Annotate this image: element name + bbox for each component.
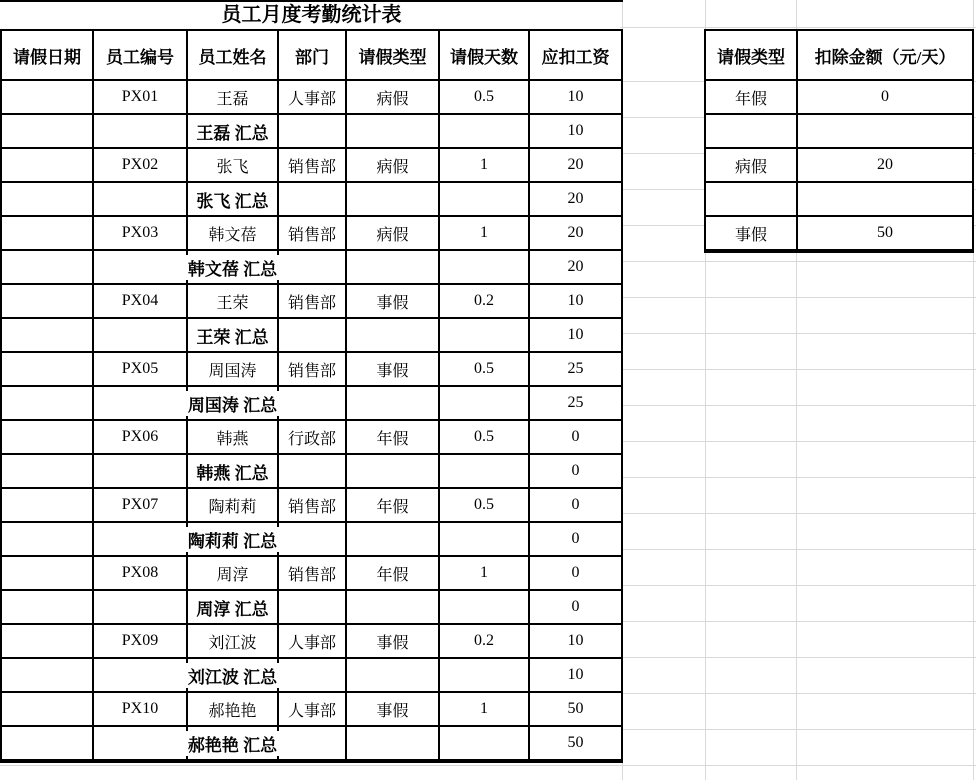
data-cell[interactable]: 张飞	[188, 149, 279, 183]
data-cell[interactable]: PX04	[94, 285, 188, 319]
data-cell[interactable]	[2, 285, 94, 319]
summary-row	[2, 251, 621, 285]
empty-cell[interactable]	[440, 251, 530, 285]
data-cell[interactable]: 销售部	[279, 149, 347, 183]
side-cell[interactable]: 20	[798, 149, 972, 183]
column-header[interactable]: 请假天数	[440, 31, 530, 81]
empty-cell[interactable]	[2, 183, 94, 217]
side-cell[interactable]	[706, 115, 798, 149]
table-row	[2, 353, 621, 387]
summary-name-cell[interactable]	[188, 183, 279, 217]
side-cell[interactable]	[798, 115, 972, 149]
data-cell[interactable]: 人事部	[279, 81, 347, 115]
summary-name-cell[interactable]	[188, 115, 279, 149]
empty-cell[interactable]	[94, 387, 188, 421]
data-cell[interactable]: 王荣	[188, 285, 279, 319]
summary-row	[2, 183, 621, 217]
empty-cell[interactable]	[94, 727, 188, 761]
side-cell[interactable]: 病假	[706, 149, 798, 183]
summary-row	[2, 455, 621, 489]
table-row	[2, 81, 621, 115]
empty-cell[interactable]	[94, 659, 188, 693]
summary-row	[2, 115, 621, 149]
empty-cell[interactable]	[440, 523, 530, 557]
empty-cell[interactable]	[2, 387, 94, 421]
summary-row	[2, 387, 621, 421]
summary-label: 周淳 汇总	[194, 595, 270, 620]
empty-cell[interactable]	[347, 319, 440, 353]
empty-cell[interactable]	[279, 455, 347, 489]
data-cell[interactable]: 事假	[347, 693, 440, 727]
data-cell[interactable]: 销售部	[279, 489, 347, 523]
summary-row	[2, 319, 621, 353]
side-cell[interactable]	[798, 183, 972, 217]
data-cell[interactable]: 25	[530, 353, 621, 387]
data-cell[interactable]: 0	[530, 489, 621, 523]
data-cell[interactable]: PX10	[94, 693, 188, 727]
summary-label: 郝艳艳 汇总	[186, 731, 279, 756]
data-cell[interactable]	[2, 421, 94, 455]
data-cell[interactable]: 销售部	[279, 353, 347, 387]
data-cell[interactable]: PX02	[94, 149, 188, 183]
gridline	[620, 27, 976, 28]
data-cell[interactable]: 人事部	[279, 693, 347, 727]
data-cell[interactable]: PX09	[94, 625, 188, 659]
empty-cell[interactable]	[279, 659, 347, 693]
data-cell[interactable]: 年假	[347, 489, 440, 523]
data-cell[interactable]: 周国涛	[188, 353, 279, 387]
empty-cell[interactable]	[347, 659, 440, 693]
header-row	[2, 31, 621, 81]
data-cell[interactable]: 0.5	[440, 421, 530, 455]
data-cell[interactable]: 周淳	[188, 557, 279, 591]
summary-total-cell[interactable]: 10	[530, 115, 621, 149]
data-cell[interactable]: PX05	[94, 353, 188, 387]
empty-cell[interactable]	[2, 455, 94, 489]
summary-row	[2, 727, 621, 761]
side-table-row	[706, 149, 972, 183]
empty-cell[interactable]	[2, 319, 94, 353]
column-header[interactable]: 请假日期	[2, 31, 94, 81]
data-cell[interactable]: 20	[530, 149, 621, 183]
side-table-row	[706, 115, 972, 149]
empty-cell[interactable]	[94, 319, 188, 353]
empty-cell[interactable]	[440, 387, 530, 421]
empty-cell[interactable]	[94, 523, 188, 557]
column-header[interactable]: 请假类型	[347, 31, 440, 81]
side-cell[interactable]: 0	[798, 81, 972, 115]
table-row	[2, 285, 621, 319]
summary-row	[2, 659, 621, 693]
data-cell[interactable]	[2, 693, 94, 727]
summary-row	[2, 591, 621, 625]
data-cell[interactable]: 10	[530, 285, 621, 319]
table-row	[2, 217, 621, 251]
table-row	[2, 149, 621, 183]
summary-total-cell[interactable]: 10	[530, 659, 621, 693]
empty-cell[interactable]	[279, 727, 347, 761]
empty-cell[interactable]	[279, 523, 347, 557]
title-top-border-line	[0, 0, 623, 2]
summary-name-cell[interactable]	[188, 727, 279, 761]
summary-total-cell[interactable]: 0	[530, 591, 621, 625]
data-cell[interactable]: 陶莉莉	[188, 489, 279, 523]
empty-cell[interactable]	[279, 183, 347, 217]
data-cell[interactable]: 1	[440, 149, 530, 183]
data-cell[interactable]: PX06	[94, 421, 188, 455]
data-cell[interactable]: 刘江波	[188, 625, 279, 659]
data-cell[interactable]: 病假	[347, 81, 440, 115]
data-cell[interactable]: PX08	[94, 557, 188, 591]
empty-cell[interactable]	[279, 251, 347, 285]
side-cell[interactable]: 年假	[706, 81, 798, 115]
data-cell[interactable]: PX03	[94, 217, 188, 251]
data-cell[interactable]: 病假	[347, 149, 440, 183]
data-cell[interactable]: 病假	[347, 217, 440, 251]
empty-cell[interactable]	[94, 251, 188, 285]
data-cell[interactable]	[2, 81, 94, 115]
side-cell[interactable]: 50	[798, 217, 972, 251]
data-cell[interactable]: PX01	[94, 81, 188, 115]
sheet-title-cell[interactable]: 员工月度考勤统计表	[221, 4, 402, 26]
empty-cell[interactable]	[440, 319, 530, 353]
data-cell[interactable]: 销售部	[279, 217, 347, 251]
data-cell[interactable]: 10	[530, 81, 621, 115]
table-row	[2, 421, 621, 455]
summary-row	[2, 523, 621, 557]
data-cell[interactable]: 0.2	[440, 285, 530, 319]
empty-cell[interactable]	[347, 115, 440, 149]
summary-total-cell[interactable]: 20	[530, 251, 621, 285]
data-cell[interactable]: 0	[530, 421, 621, 455]
attendance-table	[0, 29, 623, 763]
empty-cell[interactable]	[94, 591, 188, 625]
data-cell[interactable]: 50	[530, 693, 621, 727]
gridline	[0, 765, 976, 766]
empty-cell[interactable]	[347, 387, 440, 421]
side-table-row	[706, 183, 972, 217]
empty-cell[interactable]	[94, 183, 188, 217]
data-cell[interactable]: 0.5	[440, 81, 530, 115]
summary-total-cell[interactable]: 0	[530, 523, 621, 557]
summary-label: 陶莉莉 汇总	[186, 527, 279, 552]
summary-name-cell[interactable]	[188, 659, 279, 693]
side-table-row	[706, 217, 972, 251]
empty-cell[interactable]	[2, 115, 94, 149]
data-cell[interactable]: 销售部	[279, 285, 347, 319]
deduction-rate-table	[704, 29, 974, 253]
summary-label: 周国涛 汇总	[186, 391, 279, 416]
empty-cell[interactable]	[440, 183, 530, 217]
data-cell[interactable]: 韩文蓓	[188, 217, 279, 251]
summary-name-cell[interactable]	[188, 591, 279, 625]
empty-cell[interactable]	[440, 115, 530, 149]
empty-cell[interactable]	[347, 727, 440, 761]
side-table-row	[706, 81, 972, 115]
table-row	[2, 489, 621, 523]
empty-cell[interactable]	[2, 727, 94, 761]
side-cell[interactable]	[706, 183, 798, 217]
data-cell[interactable]: 销售部	[279, 557, 347, 591]
empty-cell[interactable]	[440, 659, 530, 693]
data-cell[interactable]: 王磊	[188, 81, 279, 115]
column-header[interactable]: 员工编号	[94, 31, 188, 81]
data-cell[interactable]	[2, 149, 94, 183]
summary-total-cell[interactable]: 50	[530, 727, 621, 761]
summary-total-cell[interactable]: 20	[530, 183, 621, 217]
data-cell[interactable]	[2, 557, 94, 591]
side-column-header[interactable]: 请假类型	[706, 31, 798, 81]
data-cell[interactable]	[2, 353, 94, 387]
summary-name-cell[interactable]	[188, 455, 279, 489]
empty-cell[interactable]	[94, 455, 188, 489]
data-cell[interactable]: 10	[530, 625, 621, 659]
data-cell[interactable]: 0.2	[440, 625, 530, 659]
data-cell[interactable]: 0.5	[440, 353, 530, 387]
summary-total-cell[interactable]: 25	[530, 387, 621, 421]
table-row	[2, 625, 621, 659]
summary-name-cell[interactable]	[188, 319, 279, 353]
empty-cell[interactable]	[94, 115, 188, 149]
data-cell[interactable]: 郝艳艳	[188, 693, 279, 727]
data-cell[interactable]: 年假	[347, 421, 440, 455]
data-cell[interactable]	[2, 217, 94, 251]
data-cell[interactable]: 行政部	[279, 421, 347, 455]
empty-cell[interactable]	[347, 183, 440, 217]
empty-cell[interactable]	[2, 251, 94, 285]
summary-label: 刘江波 汇总	[186, 663, 279, 688]
summary-name-cell[interactable]	[188, 387, 279, 421]
empty-cell[interactable]	[440, 591, 530, 625]
summary-label: 张飞 汇总	[194, 187, 270, 212]
data-cell[interactable]: 事假	[347, 285, 440, 319]
summary-label: 韩文蓓 汇总	[186, 255, 279, 280]
summary-label: 王磊 汇总	[194, 119, 270, 144]
empty-cell[interactable]	[279, 591, 347, 625]
table-row	[2, 557, 621, 591]
empty-cell[interactable]	[2, 591, 94, 625]
empty-cell[interactable]	[279, 319, 347, 353]
summary-label: 韩燕 汇总	[194, 459, 270, 484]
column-header[interactable]: 员工姓名	[188, 31, 279, 81]
data-cell[interactable]: 1	[440, 217, 530, 251]
data-cell[interactable]	[2, 625, 94, 659]
side-header-row	[706, 31, 972, 81]
summary-label: 王荣 汇总	[194, 323, 270, 348]
data-cell[interactable]: 事假	[347, 625, 440, 659]
data-cell[interactable]: 0.5	[440, 489, 530, 523]
data-cell[interactable]: 1	[440, 693, 530, 727]
empty-cell[interactable]	[440, 727, 530, 761]
empty-cell[interactable]	[347, 251, 440, 285]
summary-name-cell[interactable]	[188, 523, 279, 557]
summary-name-cell[interactable]	[188, 251, 279, 285]
empty-cell[interactable]	[347, 455, 440, 489]
empty-cell[interactable]	[2, 659, 94, 693]
data-cell[interactable]: PX07	[94, 489, 188, 523]
side-cell[interactable]: 事假	[706, 217, 798, 251]
column-header[interactable]: 部门	[279, 31, 347, 81]
empty-cell[interactable]	[440, 455, 530, 489]
summary-total-cell[interactable]: 0	[530, 455, 621, 489]
data-cell[interactable]: 年假	[347, 557, 440, 591]
empty-cell[interactable]	[279, 115, 347, 149]
data-cell[interactable]: 人事部	[279, 625, 347, 659]
data-cell[interactable]: 韩燕	[188, 421, 279, 455]
empty-cell[interactable]	[347, 591, 440, 625]
empty-cell[interactable]	[2, 523, 94, 557]
empty-cell[interactable]	[279, 387, 347, 421]
data-cell[interactable]: 事假	[347, 353, 440, 387]
data-cell[interactable]: 1	[440, 557, 530, 591]
data-cell[interactable]: 0	[530, 557, 621, 591]
data-cell[interactable]: 20	[530, 217, 621, 251]
side-column-header[interactable]: 扣除金额（元/天）	[798, 31, 972, 81]
column-header[interactable]: 应扣工资	[530, 31, 621, 81]
summary-total-cell[interactable]: 10	[530, 319, 621, 353]
table-row	[2, 693, 621, 727]
data-cell[interactable]	[2, 489, 94, 523]
empty-cell[interactable]	[347, 523, 440, 557]
